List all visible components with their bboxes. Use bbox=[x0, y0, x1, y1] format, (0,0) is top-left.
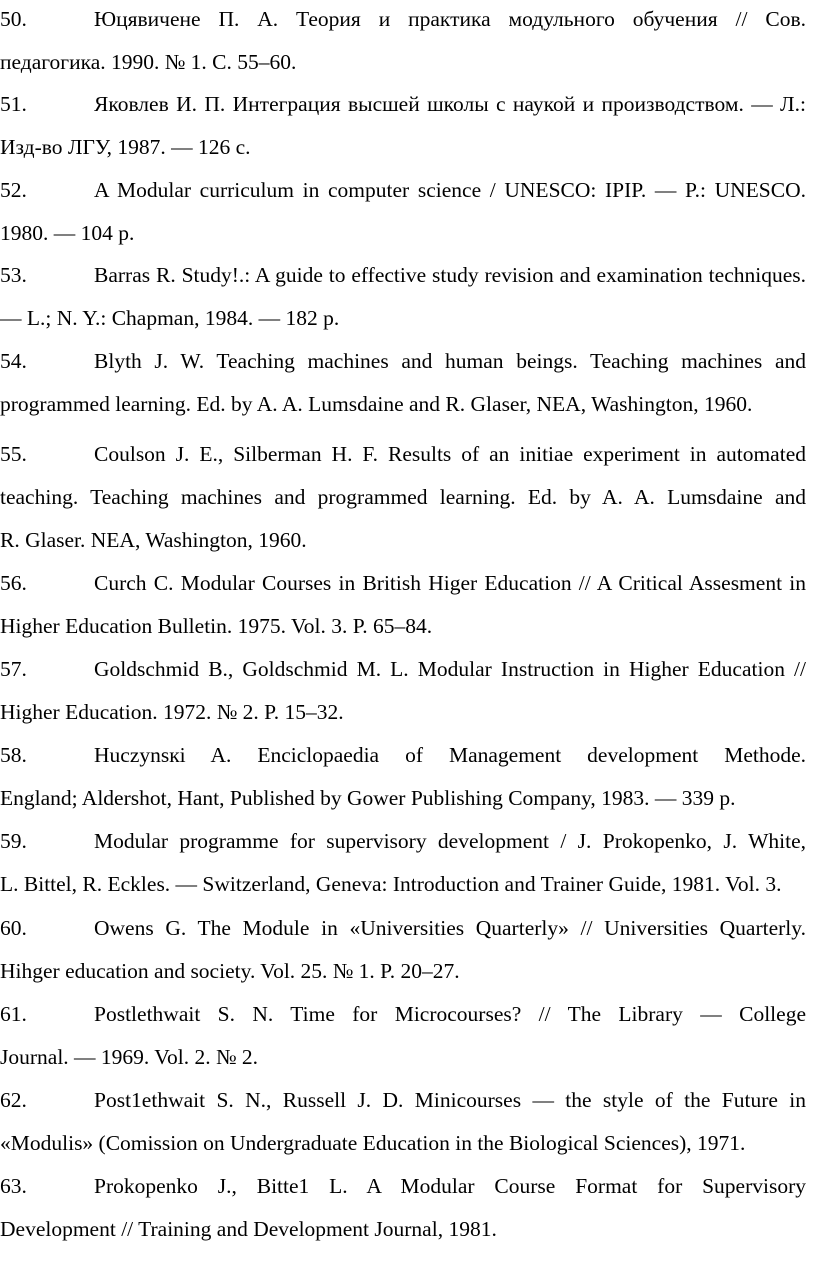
reference-text: Hihger education and society. Vol. 25. № 1. P. 20–27. bbox=[0, 959, 460, 983]
reference-text: A Modular curriculum in computer science / UNESCO: IPIP. — P.: UNESCO. bbox=[94, 178, 806, 202]
reference-text: Goldschmid B., Goldschmid M. L. Modular Instruction in Higher Education // bbox=[94, 657, 806, 681]
reference-line bbox=[0, 826, 806, 856]
reference-number: 54. bbox=[0, 349, 27, 373]
reference-text: «Modulis» (Comission on Undergraduate Education in the Biological Sciences), 1971. bbox=[0, 1131, 746, 1155]
reference-line bbox=[0, 482, 806, 512]
reference-line bbox=[0, 611, 806, 641]
reference-number: 63. bbox=[0, 1174, 27, 1198]
reference-text: Curch C. Modular Courses in British Higer Education // A Critical Assesment in bbox=[94, 571, 806, 595]
reference-number: 57. bbox=[0, 657, 27, 681]
reference-text: Post1ethwait S. N., Russell J. D. Minicourses — the style of the Future in bbox=[94, 1088, 806, 1112]
reference-text: Coulson J. E., Silberman H. F. Results of an initiae experiment in automated bbox=[94, 442, 806, 466]
reference-text: England; Aldershot, Hant, Published by Gower Publishing Company, 1983. — 339 p. bbox=[0, 786, 736, 810]
reference-text: Higher Education. 1972. № 2. P. 15–32. bbox=[0, 700, 344, 724]
reference-line bbox=[0, 175, 806, 205]
reference-text: Journal. — 1969. Vol. 2. № 2. bbox=[0, 1045, 259, 1069]
reference-number: 59. bbox=[0, 829, 27, 853]
reference-text: Higher Education Bulletin. 1975. Vol. 3. P. 65–84. bbox=[0, 614, 433, 638]
reference-text: педагогика. 1990. № 1. С. 55–60. bbox=[0, 50, 297, 74]
reference-line bbox=[0, 303, 806, 333]
reference-text: Юцявичене П. А. Теория и практика модульного обучения // Сов. bbox=[94, 7, 806, 31]
reference-line bbox=[0, 1214, 806, 1244]
reference-number: 61. bbox=[0, 1002, 27, 1026]
reference-number: 58. bbox=[0, 743, 27, 767]
reference-line bbox=[0, 132, 806, 162]
reference-text: Huczynsкi A. Enciclopaedia of Management development Methode. bbox=[94, 743, 806, 767]
reference-line bbox=[0, 869, 806, 899]
reference-line bbox=[0, 1128, 806, 1158]
reference-number: 55. bbox=[0, 442, 27, 466]
reference-line bbox=[0, 999, 806, 1029]
reference-text: teaching. Teaching machines and programmed learning. Ed. by A. A. Lumsdaine and bbox=[0, 485, 806, 509]
reference-line bbox=[0, 4, 806, 34]
reference-line bbox=[0, 568, 806, 598]
reference-line bbox=[0, 697, 806, 727]
reference-number: 62. bbox=[0, 1088, 27, 1112]
reference-line bbox=[0, 218, 806, 248]
reference-line bbox=[0, 89, 806, 119]
reference-number: 52. bbox=[0, 178, 27, 202]
reference-line bbox=[0, 1085, 806, 1115]
reference-line bbox=[0, 47, 806, 77]
reference-line bbox=[0, 783, 806, 813]
reference-text: R. Glaser. NEA, Washington, 1960. bbox=[0, 528, 307, 552]
reference-line bbox=[0, 525, 806, 555]
reference-text: Prokopenko J., Bitte1 L. A Modular Course Format for Supervisory bbox=[94, 1174, 806, 1198]
reference-text: Яковлев И. П. Интеграция высшей школы с наукой и производством. — Л.: bbox=[94, 92, 806, 116]
reference-text: Modular programme for supervisory development / J. Prokopenko, J. White, bbox=[94, 829, 806, 853]
reference-number: 51. bbox=[0, 92, 27, 116]
reference-line bbox=[0, 439, 806, 469]
reference-number: 60. bbox=[0, 916, 27, 940]
reference-text: Postlethwait S. N. Time for Microcourses? // The Library — College bbox=[94, 1002, 806, 1026]
reference-text: programmed learning. Ed. by A. A. Lumsdaine and R. Glaser, NEA, Washington, 1960. bbox=[0, 392, 753, 416]
reference-number: 53. bbox=[0, 263, 27, 287]
reference-number: 50. bbox=[0, 7, 27, 31]
reference-text: 1980. — 104 p. bbox=[0, 221, 135, 245]
reference-number: 56. bbox=[0, 571, 27, 595]
reference-line bbox=[0, 740, 806, 770]
reference-text: Owens G. The Module in «Universities Quarterly» // Universities Quarterly. bbox=[94, 916, 806, 940]
reference-line bbox=[0, 654, 806, 684]
reference-text: Изд-во ЛГУ, 1987. — 126 с. bbox=[0, 135, 251, 159]
reference-line bbox=[0, 260, 806, 290]
reference-line bbox=[0, 389, 806, 419]
reference-line bbox=[0, 1171, 806, 1201]
reference-text: — L.; N. Y.: Chapman, 1984. — 182 p. bbox=[0, 306, 340, 330]
reference-line bbox=[0, 346, 806, 376]
reference-line bbox=[0, 913, 806, 943]
reference-line bbox=[0, 1042, 806, 1072]
reference-text: Development // Training and Development Journal, 1981. bbox=[0, 1217, 497, 1241]
reference-text: Barras R. Study!.: A guide to effective study revision and examination techniques. bbox=[94, 263, 806, 287]
reference-line bbox=[0, 956, 806, 986]
reference-text: Blyth J. W. Teaching machines and human beings. Teaching machines and bbox=[94, 349, 806, 373]
reference-text: L. Bittel, R. Eckles. — Switzerland, Geneva: Introduction and Trainer Guide, 1981. Vol. 3. bbox=[0, 872, 782, 896]
